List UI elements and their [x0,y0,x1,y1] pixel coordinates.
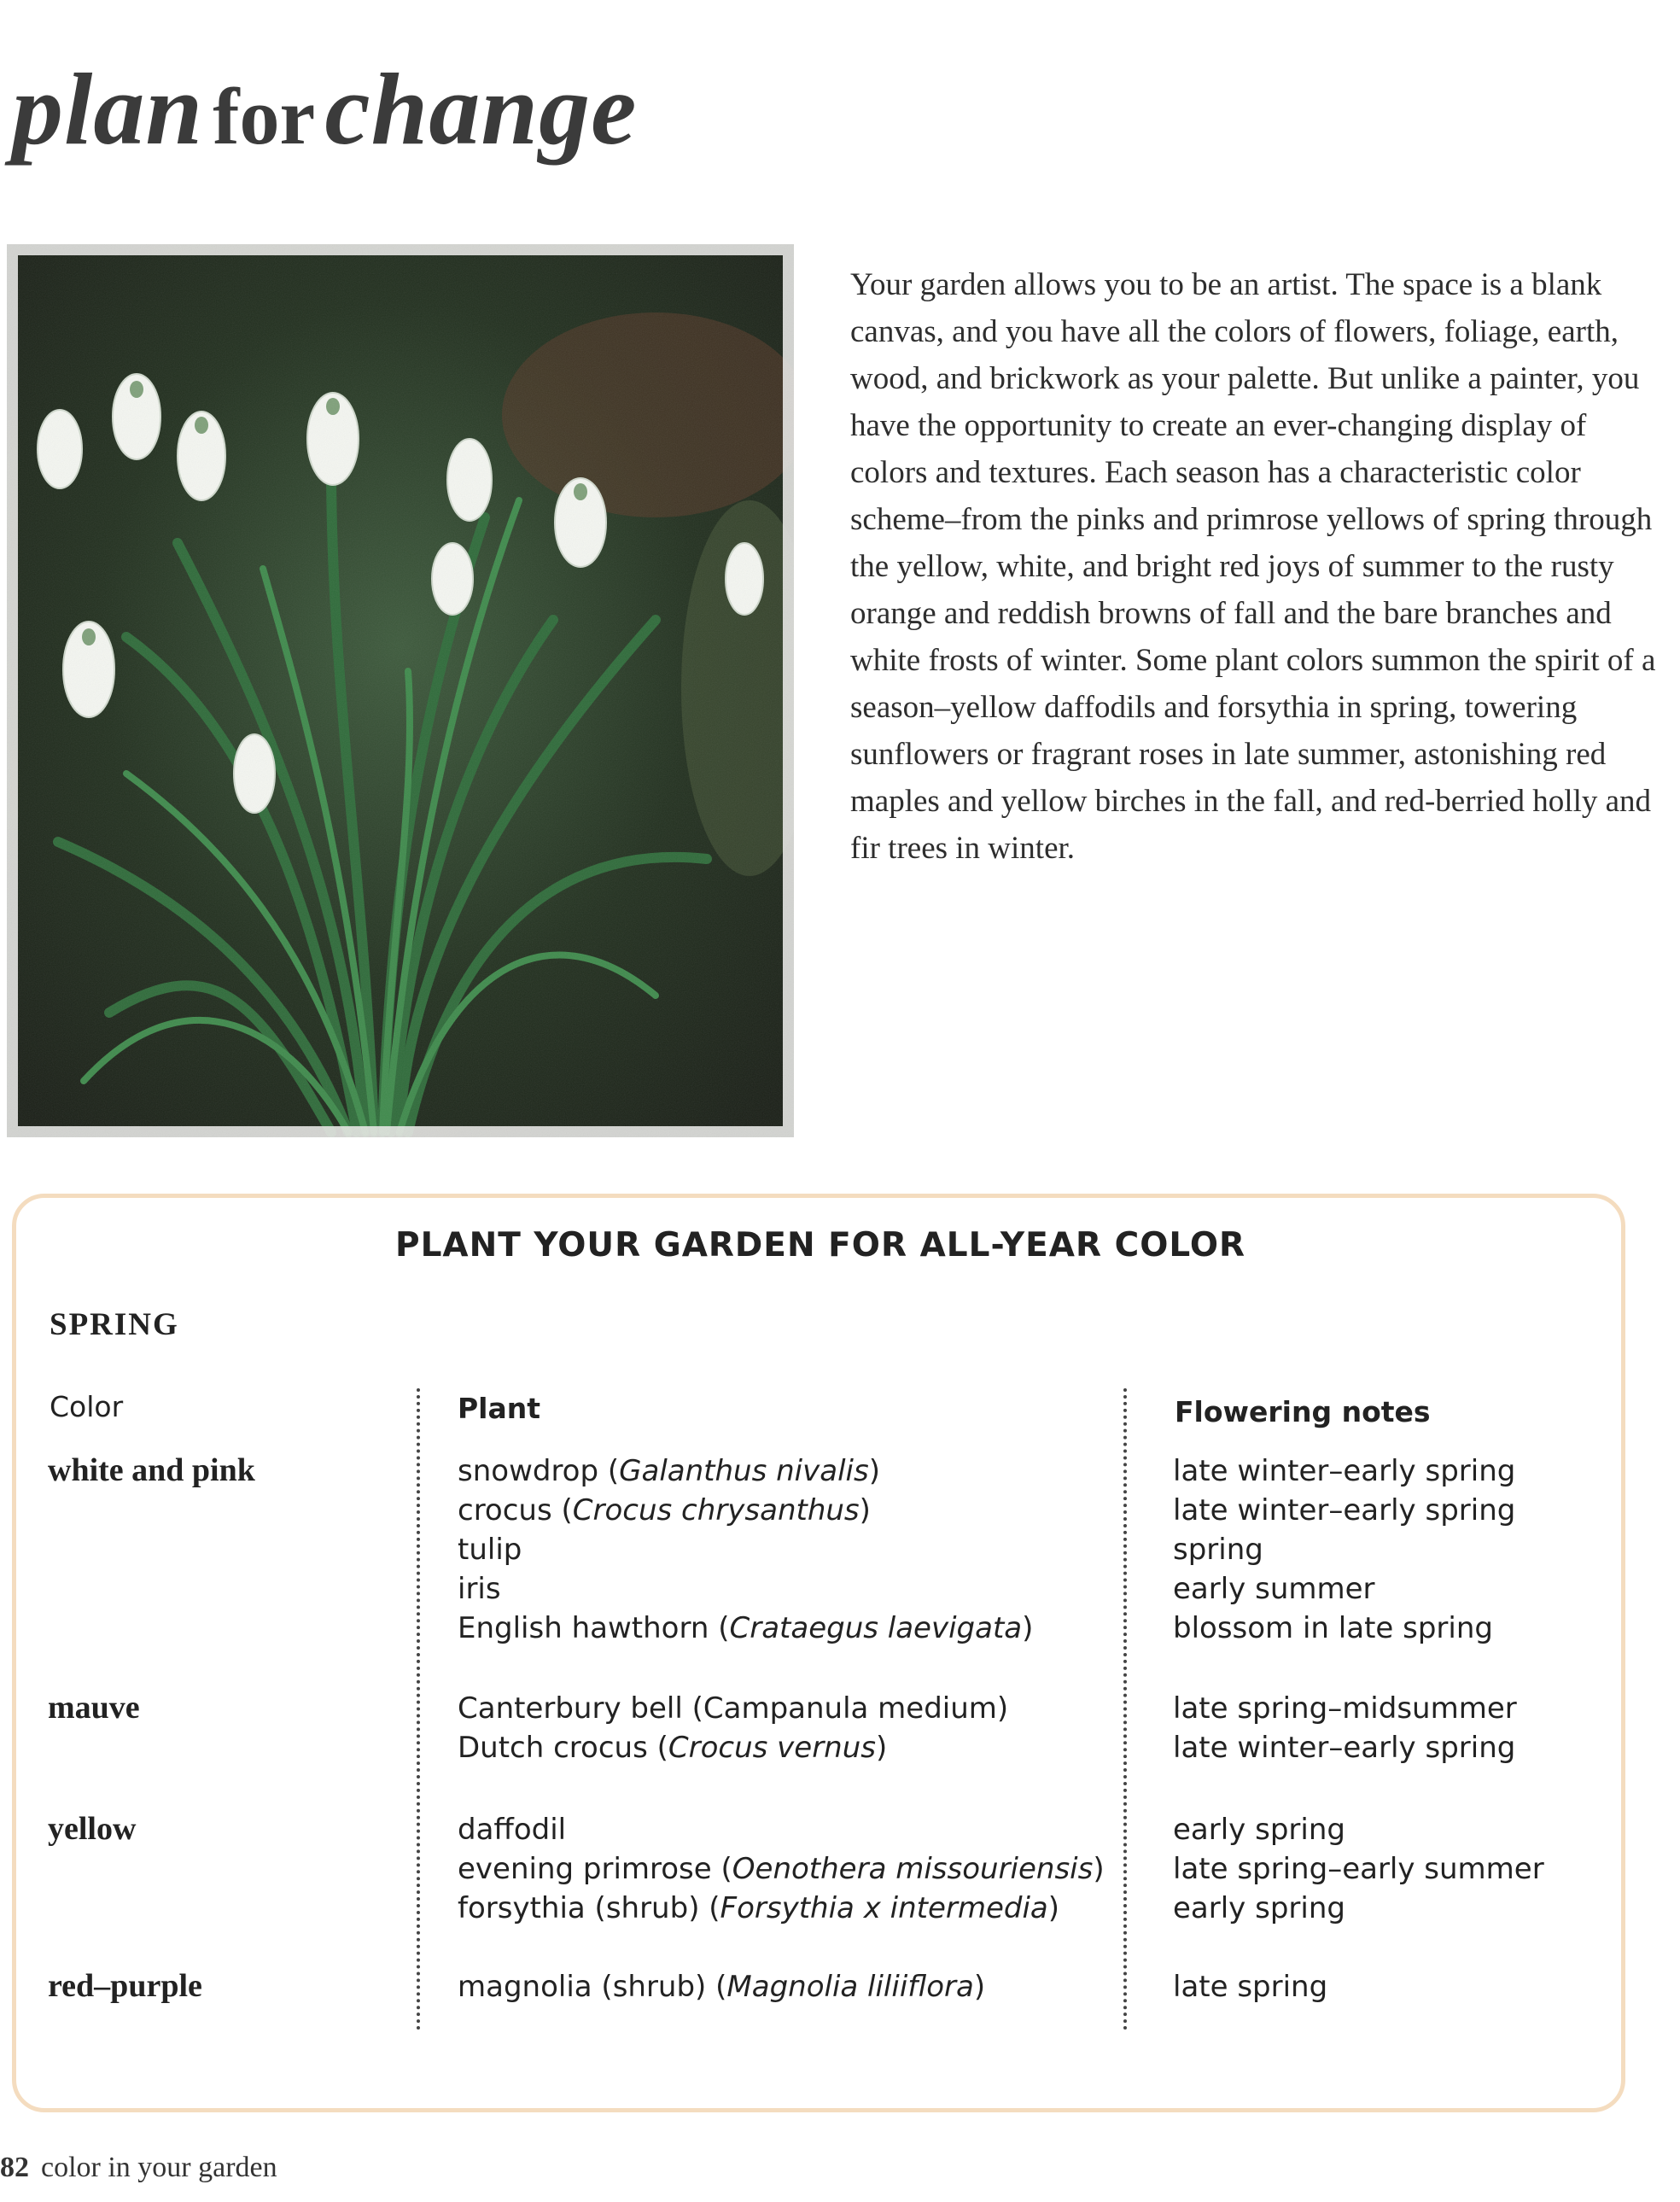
plant-entry: iris [458,1572,501,1606]
note-entry: early summer [1173,1572,1375,1606]
table-title: PLANT YOUR GARDEN FOR ALL-YEAR COLOR [394,1226,1245,1265]
plant-entry: evening primrose (Oenothera missouriensis) [458,1852,1105,1886]
note-entry: early spring [1173,1813,1345,1847]
plant-list [458,1689,1008,1767]
note-entry: late spring [1173,1970,1328,2004]
title-word-change: change [324,52,638,166]
plant-entry: tulip [458,1533,522,1567]
season-heading: SPRING [50,1307,179,1342]
plant-entry: English hawthorn (Crataegus laevigata) [458,1611,1034,1645]
plant-entry: snowdrop (Galanthus nivalis) [458,1454,880,1488]
column-header-plant: Plant [458,1392,541,1425]
plant-entry: crocus (Crocus chrysanthus) [458,1493,871,1527]
notes-list [1173,1451,1515,1648]
note-entry: late winter–early spring [1173,1731,1516,1765]
plant-entry: magnolia (shrub) (Magnolia liliiflora) [458,1970,986,2004]
note-entry: spring [1173,1533,1263,1567]
notes-list [1173,1810,1544,1928]
page-number: 82 [0,2152,29,2183]
plant-list [458,1810,1105,1928]
title-word-for: for [213,73,316,161]
title-word-plan: plan [12,52,204,166]
plant-entry: Canterbury bell (Campanula medium) [458,1691,1009,1726]
column-header-color: Color [50,1390,124,1423]
color-label: white and pink [48,1452,255,1488]
notes-list [1173,1967,1327,2006]
section-name: color in your garden [41,2152,277,2183]
column-divider [1123,1388,1127,2030]
snowdrop-illustration [7,244,794,1137]
column-header-notes: Flowering notes [1175,1395,1431,1428]
notes-list [1173,1689,1517,1767]
plant-list [458,1967,985,2006]
color-label: red–purple [48,1968,202,2004]
plant-list [458,1451,1033,1648]
note-entry: early spring [1173,1891,1345,1925]
plant-entry: Dutch crocus (Crocus vernus) [458,1731,888,1765]
page-footer [0,2152,277,2184]
plant-entry: daffodil [458,1813,567,1847]
note-entry: late spring–midsummer [1173,1691,1517,1726]
snowdrop-photo [7,244,794,1137]
color-label: yellow [48,1811,137,1847]
note-entry: late winter–early spring [1173,1493,1516,1527]
plant-entry: forsythia (shrub) (Forsythia x intermedia) [458,1891,1060,1925]
column-divider [417,1388,420,2030]
note-entry: late spring–early summer [1173,1852,1544,1886]
page-title [12,52,638,166]
color-label: mauve [48,1690,140,1726]
note-entry: blossom in late spring [1173,1611,1493,1645]
intro-paragraph: Your garden allows you to be an artist. The space is a blank canvas, and you have all the colors of flowers, foliage, earth, wood, and brickwork as your palette. But unlike a painter, you have the opportunity to create an ever-changing display of colors and textures. Each season has a characteristic color scheme–from the pinks and primrose yellows of spring through the yellow, white, and bright red joys of summer to the rusty orange and reddish browns of fall and the bare branches and white frosts of winter. Some plant colors summon the spirit of a season–yellow daffodils and forsythia in spring, towering sunflowers or fragrant roses in late summer, astonishing red maples and yellow birches in the fall, and red-berried holly and fir trees in winter. [850,267,1656,866]
note-entry: late winter–early spring [1173,1454,1516,1488]
